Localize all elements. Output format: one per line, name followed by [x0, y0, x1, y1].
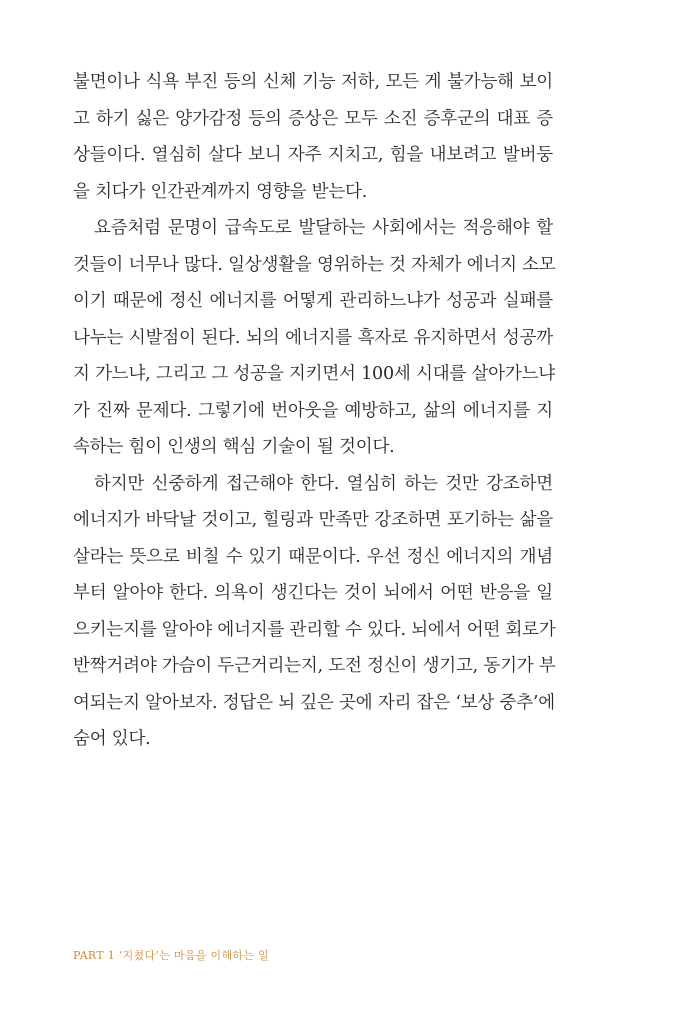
running-footer: PART 1 ‘지쳤다’는 마음을 이해하는 일 [73, 949, 269, 962]
text-line: 가 진짜 문제다. 그렇기에 번아웃을 예방하고, 삶의 에너지를 지 [73, 400, 553, 421]
text-line: 살라는 뜻으로 비칠 수 있기 때문이다. 우선 정신 에너지의 개념 [73, 546, 553, 567]
text-line: 것들이 너무나 많다. 일상생활을 영위하는 것 자체가 에너지 소모 [73, 254, 556, 275]
text-line: 이기 때문에 정신 에너지를 어떻게 관리하느냐가 성공과 실패를 [73, 291, 553, 311]
text-line: 여되는지 알아보자. 정답은 뇌 깊은 곳에 자리 잡은 ‘보상 중추’에 [73, 692, 555, 713]
text-line: 지 가느냐, 그리고 그 성공을 지키면서 100세 시대를 살아가느냐 [73, 364, 555, 384]
text-line: 불면이나 식욕 부진 등의 신체 기능 저하, 모든 게 불가능해 보이 [73, 72, 553, 92]
text-line: 에너지가 바닥날 것이고, 힐링과 만족만 강조하면 포기하는 삶을 [73, 510, 553, 530]
text-line: 고 하기 싫은 양가감정 등의 증상은 모두 소진 증후군의 대표 증 [73, 108, 553, 129]
text-line: 을 치다가 인간관계까지 영향을 받는다. [73, 181, 368, 202]
text-line: 숨어 있다. [73, 729, 151, 749]
text-line: 부터 알아야 한다. 의욕이 생긴다는 것이 뇌에서 어떤 반응을 일 [73, 583, 553, 603]
text-line: 속하는 힘이 인생의 핵심 기술이 될 것이다. [73, 437, 395, 457]
paragraph-2 [73, 210, 556, 466]
paragraph-1 [73, 64, 553, 210]
text-line: 요즘처럼 문명이 급속도로 발달하는 사회에서는 적응해야 할 [94, 218, 553, 238]
text-line: 으키는지를 알아야 에너지를 관리할 수 있다. 뇌에서 어떤 회로가 [73, 619, 556, 640]
text-line: 상들이다. 열심히 살다 보니 자주 지치고, 힘을 내보려고 발버둥 [73, 145, 553, 165]
text-line: 반짝거려야 가슴이 두근거리는지, 도전 정신이 생기고, 동기가 부 [73, 656, 556, 676]
text-line: 나누는 시발점이 된다. 뇌의 에너지를 흑자로 유지하면서 성공까 [73, 327, 553, 348]
paragraph-3 [73, 466, 556, 758]
body-text [73, 64, 556, 758]
text-line: 하지만 신중하게 접근해야 한다. 열심히 하는 것만 강조하면 [94, 473, 553, 494]
